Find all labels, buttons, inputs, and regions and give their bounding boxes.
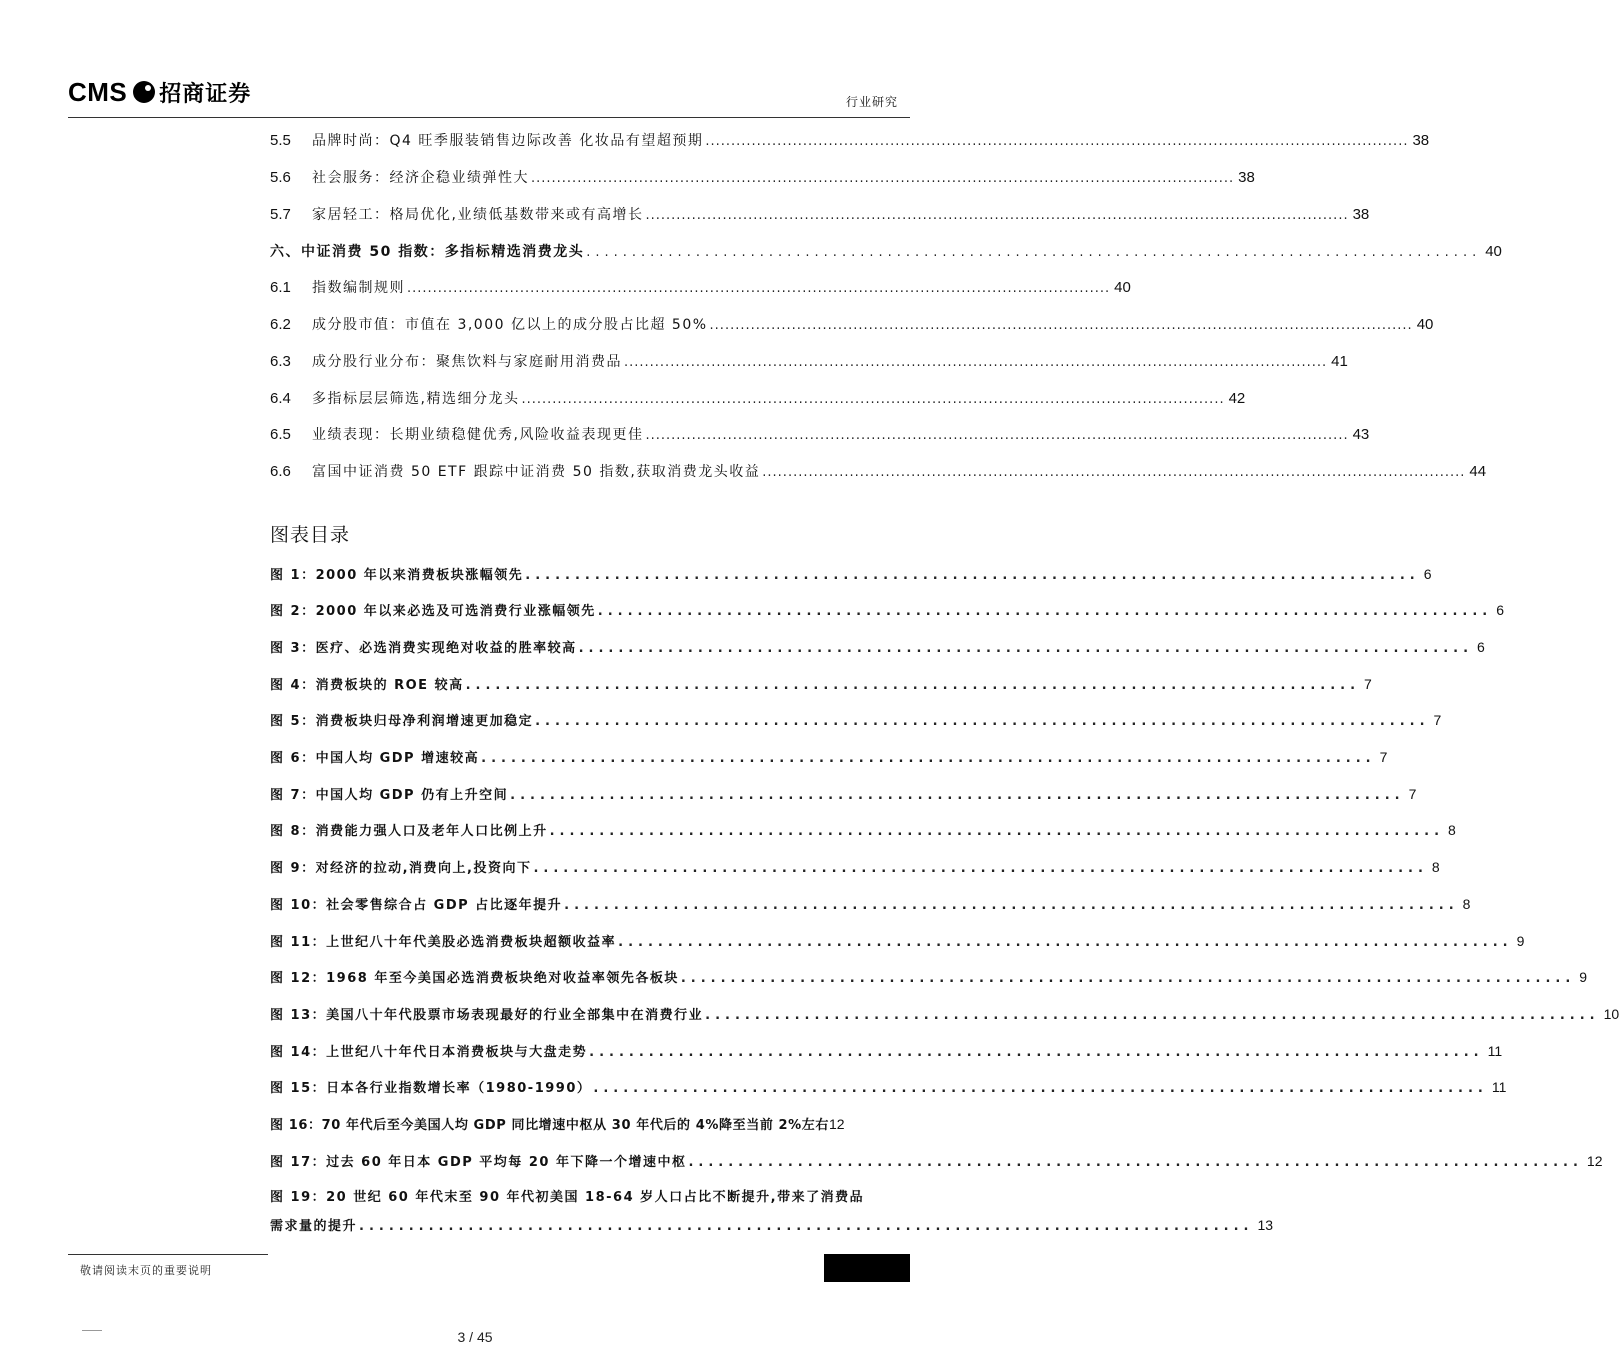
figure-entry-title: 图 4：消费板块的 ROE 较高 (270, 678, 464, 693)
logo-cn: 招商证券 (159, 80, 252, 107)
figure-entry[interactable] (270, 600, 1505, 619)
toc-entry-number: 6.2 (270, 316, 291, 333)
figure-entry-wrapped[interactable] (270, 1186, 1274, 1234)
figure-entry-page: 8 (1431, 859, 1440, 875)
figure-entry[interactable] (270, 1041, 1503, 1060)
figure-leader: .......................................................................................... (481, 751, 1376, 766)
toc-chapter-entry[interactable] (270, 241, 1502, 261)
figure-entry[interactable] (270, 1004, 1619, 1023)
figure-entry-title: 图 8：消费能力强人口及老年人口比例上升 (270, 824, 548, 839)
toc-leader: ......................................................................................................................................... (762, 465, 1466, 480)
toc-entry-number: 5.6 (270, 169, 291, 186)
disclaimer-note: 敬请阅读末页的重要说明 (80, 1264, 212, 1277)
toc-entry-page: 40 (1485, 243, 1502, 260)
figure-entry[interactable] (270, 857, 1440, 876)
figure-entry-title: 图 7：中国人均 GDP 仍有上升空间 (270, 788, 509, 803)
toc-entry-number: 6.1 (270, 279, 291, 296)
figure-entry-page: 10 (1603, 1006, 1619, 1022)
figure-leader: .......................................................................................... (564, 898, 1459, 913)
toc-entry-title: 品牌时尚：Q4 旺季服装销售边际改善 化妆品有望超预期 (312, 133, 704, 149)
figure-entry-title: 图 9：对经济的拉动,消费向上,投资向下 (270, 861, 532, 876)
header-divider (68, 117, 910, 118)
footer-divider (68, 1254, 268, 1255)
figure-entry[interactable] (270, 747, 1388, 766)
figure-entry-page: 13 (1257, 1217, 1274, 1233)
toc-entry-page: 38 (1412, 132, 1430, 149)
toc-leader: ......................................................................................................................................... (709, 318, 1413, 333)
logo (68, 76, 251, 108)
logo-latin: CMS (68, 76, 128, 107)
toc-entry[interactable] (270, 351, 1348, 371)
figure-entry-page: 12 (1586, 1153, 1603, 1169)
figure-entry-title: 图 2：2000 年以来必选及可选消费行业涨幅领先 (270, 604, 596, 619)
figure-entry[interactable] (270, 820, 1456, 839)
toc-leader: ......................................................................................................................................... (407, 281, 1111, 296)
toc-leader: ......................................................................................................................................... (645, 208, 1349, 223)
figure-entry-title: 图 3：医疗、必选消费实现绝对收益的胜率较高 (270, 641, 577, 656)
figure-entry[interactable] (270, 1151, 1603, 1170)
figure-entry-title: 图 16：70 年代后至今美国人均 GDP 同比增速中枢从 30 年代后的 4%降至当前 2%左右 (270, 1118, 830, 1133)
figure-leader: .......................................................................................... (597, 604, 1493, 619)
toc-entry[interactable] (270, 388, 1246, 408)
figure-entry-page: 6 (1496, 602, 1505, 618)
toc-entry-number: 6.3 (270, 353, 291, 370)
figure-entry[interactable] (270, 894, 1471, 913)
figure-entry-page: 7 (1433, 712, 1442, 728)
toc-entry[interactable] (270, 461, 1487, 481)
figure-entry-title-continued: 需求量的提升 (270, 1219, 358, 1234)
figure-leader: .......................................................................................... (593, 1081, 1488, 1096)
figure-leader: .......................................................................................... (525, 568, 1420, 583)
figure-entry[interactable] (270, 1114, 900, 1133)
toc-leader: ......................................................................................................................................... (521, 392, 1225, 407)
toc-entry-page: 42 (1228, 390, 1246, 407)
figure-entry-title: 图 14：上世纪八十年代日本消费板块与大盘走势 (270, 1045, 588, 1060)
figure-entry[interactable] (270, 784, 1417, 803)
toc-entry[interactable] (270, 167, 1255, 187)
toc-entry-title: 成分股行业分布：聚焦饮料与家庭耐用消费品 (312, 354, 622, 370)
report-type-label: 行业研究 (845, 95, 898, 109)
footer-black-box (824, 1254, 910, 1282)
figure-leader: .......................................................................................... (705, 1008, 1600, 1023)
toc-chapter-title: 六、中证消费 50 指数：多指标精选消费龙头 (270, 244, 585, 260)
figure-leader: .......................................................................................... (533, 861, 1428, 876)
toc-entry[interactable] (270, 314, 1434, 334)
logo-mark-icon (133, 81, 155, 103)
toc-entry-page: 41 (1331, 353, 1348, 370)
toc-entry-title: 业绩表现：长期业绩稳健优秀,风险收益表现更佳 (312, 427, 644, 443)
figure-entry-page: 11 (1491, 1079, 1507, 1095)
figure-leader: .......................................................................................... (465, 678, 1361, 693)
figure-leader: .......................................................................................... (510, 788, 1405, 803)
toc-entry-title: 社会服务：经济企稳业绩弹性大 (312, 170, 529, 186)
figure-entry-page: 7 (1364, 676, 1372, 692)
toc-leader: ......................................................................................................................................... (645, 428, 1349, 443)
toc-entry-page: 43 (1352, 426, 1370, 443)
figure-entry-title: 图 10：社会零售综合占 GDP 占比逐年提升 (270, 898, 563, 913)
figure-entry-title: 图 19：20 世纪 60 年代末至 90 年代初美国 18-64 岁人口占比不断提升,带来了消费品 (270, 1190, 865, 1205)
figure-leader: .......................................................................................... (680, 971, 1576, 986)
figure-entry[interactable] (270, 967, 1588, 986)
figure-entry-title: 图 13：美国八十年代股票市场表现最好的行业全部集中在消费行业 (270, 1008, 704, 1023)
toc-leader: ......................................................................................................................................... (705, 134, 1409, 149)
toc-entry[interactable] (270, 277, 1131, 297)
toc-entry-title: 家居轻工：格局优化,业绩低基数带来或有高增长 (312, 207, 644, 223)
figure-entry-title: 图 12：1968 年至今美国必选消费板块绝对收益率领先各板块 (270, 971, 679, 986)
figure-entry-page: 6 (1423, 566, 1432, 582)
figure-entry-page: 12 (829, 1116, 845, 1132)
figure-leader: .......................................................................................... (535, 714, 1430, 729)
toc-entry[interactable] (270, 424, 1370, 444)
toc-entry-title: 成分股市值：市值在 3,000 亿以上的成分股占比超 50% (312, 317, 708, 333)
figure-entry[interactable] (270, 1077, 1507, 1096)
figure-leader: .......................................................................................... (578, 641, 1474, 656)
toc-entry-number: 5.7 (270, 206, 291, 223)
figure-leader: .......................................................................................... (359, 1219, 1254, 1234)
figure-leader: .......................................................................................... (618, 935, 1513, 950)
toc-leader: ......................................................................................................................................... (624, 355, 1328, 370)
figures-section-title: 图表目录 (270, 524, 351, 546)
toc-entry-title: 富国中证消费 50 ETF 跟踪中证消费 50 指数,获取消费龙头收益 (312, 464, 761, 480)
figure-entry-page: 8 (1448, 822, 1456, 838)
toc-entry-title: 多指标层层筛选,精选细分龙头 (312, 391, 520, 407)
figure-entry[interactable] (270, 674, 1372, 693)
figure-entry-page: 7 (1379, 749, 1388, 765)
figure-entry-page: 11 (1487, 1043, 1503, 1059)
toc-leader: .................................................................................................. (586, 245, 1482, 260)
figure-entry[interactable] (270, 931, 1525, 950)
toc-entry-page: 38 (1238, 169, 1255, 186)
toc-entry-page: 44 (1469, 463, 1487, 480)
figure-entry-title: 图 5：消费板块归母净利润增速更加稳定 (270, 714, 534, 729)
toc-leader: ......................................................................................................................................... (531, 171, 1235, 186)
figure-entry[interactable] (270, 710, 1442, 729)
figure-entry-title: 图 11：上世纪八十年代美股必选消费板块超额收益率 (270, 935, 617, 950)
toc-entry[interactable] (270, 204, 1370, 224)
figure-entry-page: 9 (1579, 969, 1588, 985)
figure-entry-page: 7 (1408, 786, 1417, 802)
figure-entry-title: 图 15：日本各行业指数增长率（1980-1990） (270, 1081, 592, 1096)
figure-entry[interactable] (270, 637, 1485, 656)
toc-entry-title: 指数编制规则 (312, 280, 405, 296)
figure-entry-page: 6 (1477, 639, 1485, 655)
toc-entry-page: 40 (1416, 316, 1434, 333)
figure-entry-title: 图 1：2000 年以来消费板块涨幅领先 (270, 568, 524, 583)
figure-entry-title: 图 6：中国人均 GDP 增速较高 (270, 751, 480, 766)
page-number: 3 / 45 (457, 1329, 493, 1345)
figure-leader: .......................................................................................... (589, 1045, 1484, 1060)
figure-entry-title: 图 17：过去 60 年日本 GDP 平均每 20 年下降一个增速中枢 (270, 1155, 687, 1170)
figure-entry[interactable] (270, 564, 1432, 583)
figure-leader: .......................................................................................... (549, 824, 1445, 839)
figure-entry-page: 8 (1462, 896, 1471, 912)
figure-entry-page: 9 (1516, 933, 1525, 949)
toc-entry-number: 6.4 (270, 390, 291, 407)
toc-entry-number: 6.5 (270, 426, 291, 443)
figure-leader: .......................................................................................... (688, 1155, 1583, 1170)
toc-entry[interactable] (270, 130, 1430, 150)
toc-entry-page: 40 (1114, 279, 1131, 296)
toc-entry-number: 6.6 (270, 463, 291, 480)
toc-entry-page: 38 (1352, 206, 1370, 223)
toc-entry-number: 5.5 (270, 132, 291, 149)
